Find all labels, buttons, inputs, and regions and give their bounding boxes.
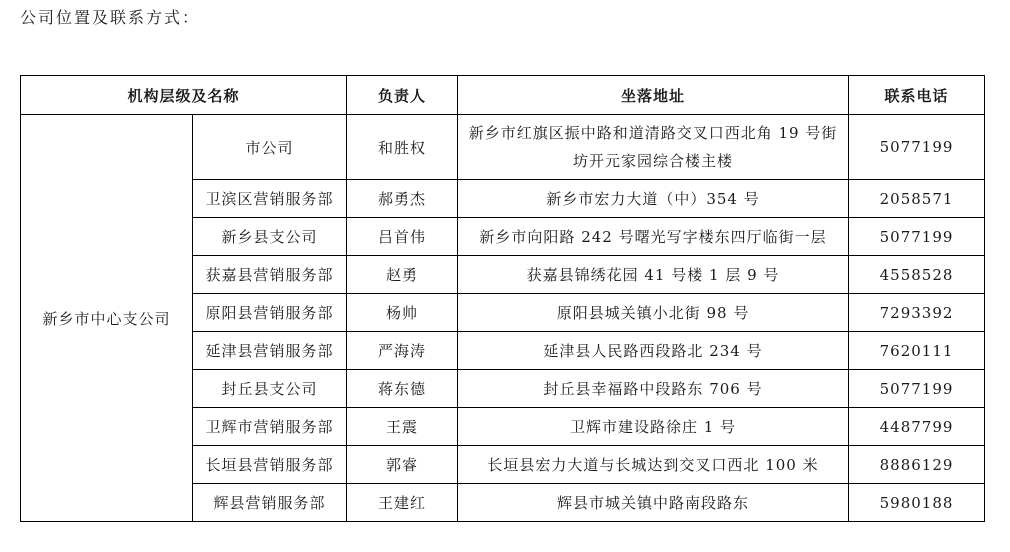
header-org-name: 机构层级及名称 [21, 76, 347, 115]
branch-address: 长垣县宏力大道与长城达到交叉口西北 100 米 [458, 446, 849, 484]
branch-name: 卫滨区营销服务部 [193, 180, 347, 218]
branch-phone: 7620111 [849, 332, 985, 370]
branch-name: 新乡县支公司 [193, 218, 347, 256]
branch-name: 长垣县营销服务部 [193, 446, 347, 484]
branch-phone: 5077199 [849, 115, 985, 180]
branch-address: 封丘县幸福路中段路东 706 号 [458, 370, 849, 408]
branch-manager: 郭睿 [347, 446, 458, 484]
branch-address: 卫辉市建设路徐庄 1 号 [458, 408, 849, 446]
branch-phone: 5077199 [849, 218, 985, 256]
branch-manager: 赵勇 [347, 256, 458, 294]
table-header-row [21, 76, 985, 115]
branch-address: 新乡市红旗区振中路和道清路交叉口西北角 19 号街坊开元家园综合楼主楼 [458, 115, 849, 180]
branch-address: 获嘉县锦绣花园 41 号楼 1 层 9 号 [458, 256, 849, 294]
branch-address: 辉县市城关镇中路南段路东 [458, 484, 849, 522]
table-row [21, 115, 985, 180]
branch-contact-table [20, 75, 985, 522]
branch-phone: 7293392 [849, 294, 985, 332]
branch-manager: 王建红 [347, 484, 458, 522]
branch-phone: 4558528 [849, 256, 985, 294]
branch-name: 市公司 [193, 115, 347, 180]
header-phone: 联系电话 [849, 76, 985, 115]
branch-manager: 郝勇杰 [347, 180, 458, 218]
branch-name: 延津县营销服务部 [193, 332, 347, 370]
header-address: 坐落地址 [458, 76, 849, 115]
branch-phone: 2058571 [849, 180, 985, 218]
branch-manager: 严海涛 [347, 332, 458, 370]
branch-address: 新乡市向阳路 242 号曙光写字楼东四厅临街一层 [458, 218, 849, 256]
branch-address: 延津县人民路西段路北 234 号 [458, 332, 849, 370]
branch-name: 获嘉县营销服务部 [193, 256, 347, 294]
branch-address: 新乡市宏力大道（中）354 号 [458, 180, 849, 218]
branch-name: 封丘县支公司 [193, 370, 347, 408]
branch-manager: 杨帅 [347, 294, 458, 332]
section-heading: 公司位置及联系方式： [20, 8, 201, 27]
branch-phone: 8886129 [849, 446, 985, 484]
branch-name: 卫辉市营销服务部 [193, 408, 347, 446]
branch-phone: 5077199 [849, 370, 985, 408]
branch-manager: 和胜权 [347, 115, 458, 180]
branch-manager: 蒋东德 [347, 370, 458, 408]
branch-address: 原阳县城关镇小北街 98 号 [458, 294, 849, 332]
header-manager: 负责人 [347, 76, 458, 115]
branch-phone: 4487799 [849, 408, 985, 446]
branch-phone: 5980188 [849, 484, 985, 522]
branch-name: 辉县营销服务部 [193, 484, 347, 522]
branch-name: 原阳县营销服务部 [193, 294, 347, 332]
branch-manager: 吕首伟 [347, 218, 458, 256]
parent-branch-name: 新乡市中心支公司 [21, 115, 193, 522]
branch-manager: 王震 [347, 408, 458, 446]
